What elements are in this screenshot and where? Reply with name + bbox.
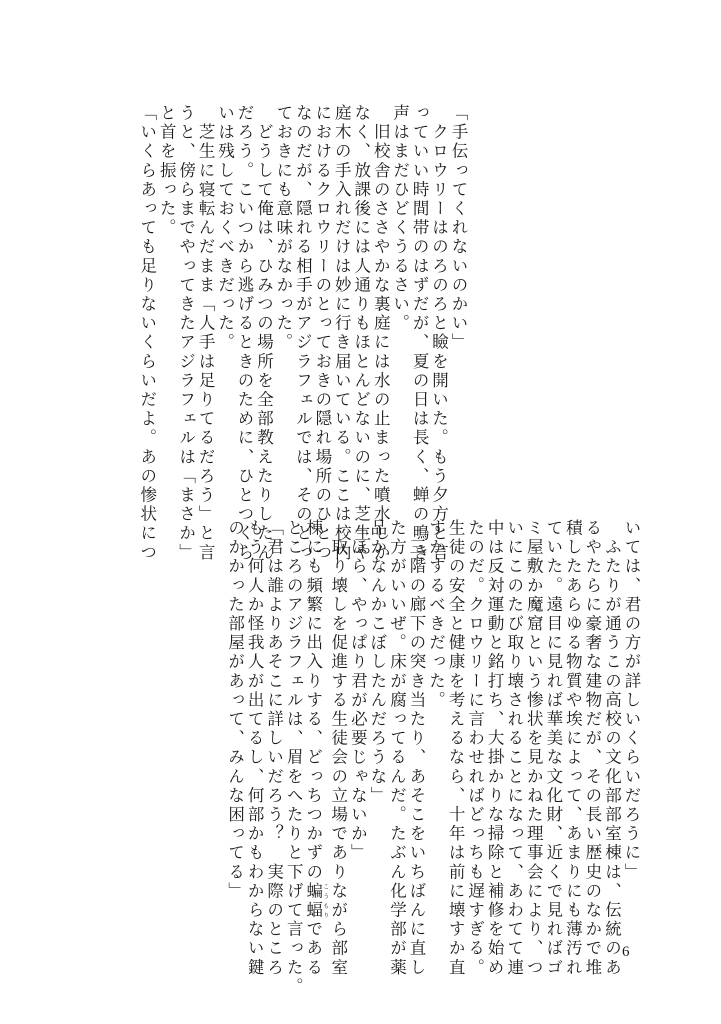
- text-column: と首を振った。: [157, 104, 177, 238]
- ruby-before: 棟にも頻繁に出入りする、どっちつかずの: [303, 519, 323, 882]
- text-column: におけるクロウリーのとっておきの隠れ場所のひとつ: [312, 104, 332, 563]
- text-column: 庭木の手入れだけは妙に行き届いている。ここは校内: [332, 104, 352, 563]
- text-column: 品かなんかこぼしたんだろうな」: [367, 519, 387, 806]
- text-column-with-ruby: [303, 519, 329, 978]
- page-number: 6: [622, 944, 630, 960]
- text-column: もう何人か怪我人が出てるし、何部かもわからない鍵: [245, 519, 265, 978]
- text-column: クロウリーはのろのろと瞼を開いた。もう夕方と言: [429, 104, 449, 563]
- text-column: 「三階の廊下の突き当たり、あそこをいちばんに直し: [406, 519, 426, 978]
- text-column: 中は反対運動と銘打ち、大掛かりな掃除と補修を始め: [485, 519, 505, 978]
- text-column: いにこのたび取り壊されることになって、あわてて連: [504, 519, 524, 978]
- ruby-after: である: [303, 920, 323, 978]
- text-column: なのだが、隠れる相手がアジラフェルでは、そのとっ: [293, 104, 313, 563]
- text-column: 積したあらゆる物質や埃によって、あまりにも薄汚れ: [563, 519, 583, 978]
- text-column: のかかった部屋があって、みんな困ってる」: [225, 519, 245, 901]
- text-column: 「ほら、やっぱり君が必要じゃないか」: [348, 519, 368, 863]
- text-column: た方がいいぜ。床が腐ってるんだ。たぶん化学部が薬: [387, 519, 407, 978]
- text-column: 「手伝ってくれないのかい」: [449, 104, 468, 353]
- ruby-annotation: [303, 881, 329, 921]
- ruby-base: 蝙蝠: [303, 881, 323, 921]
- text-column: だろう。こいつから逃げるときのために、ひとつくら: [235, 104, 255, 563]
- text-column: なく、放課後には人通りもほとんどないのに、芝生や: [351, 104, 371, 563]
- text-column: 声はまだひどくうるさい。: [390, 104, 410, 334]
- text-column: 旧校舎のささやかな裏庭には水の止まった噴水しか: [371, 104, 391, 563]
- text-column: ていた。遠目に見れば華美な文化財、近くで見ればゴ: [543, 519, 563, 978]
- text-column: どうして俺は、ひみつの場所を全部教えたりしたん: [254, 104, 274, 563]
- lower-text-block: [225, 519, 641, 997]
- text-column: 取り壊しを促進する生徒会の立場でありながら部室: [328, 519, 348, 978]
- text-column: たのだ。クロウリーに言わせればどっちも遅すぎる。: [465, 519, 485, 978]
- text-column: すかするべきだった。: [426, 519, 446, 710]
- text-column: 「いくらあっても足りないくらいだよ。あの惨状につ: [137, 104, 157, 563]
- text-column: 生徒の安全と健康を考えるなら、十年は前に壊すか直: [446, 519, 466, 978]
- text-column: るやたらに豪奢な建物だが、その長い歴史のなかで堆: [582, 519, 602, 978]
- text-column: っていい時間帯のはずだが、夏の日は長く、蝉の鳴き: [410, 104, 430, 563]
- ruby-reading: こうもり: [321, 881, 329, 921]
- text-column: いは残しておくべきだった。: [215, 104, 235, 353]
- text-column: 芝生に寝転んだまま「人手は足りてるだろう」と言: [196, 104, 216, 563]
- text-column: いては、君の方が詳しいくらいだろうに」: [622, 519, 641, 882]
- upper-text-block: [136, 104, 468, 563]
- text-column: 「君は誰よりあそこに詳しいだろう？ 実際のところ: [264, 519, 284, 978]
- text-column: ておきにも意味がなかった。: [273, 104, 293, 353]
- text-column: ところのアジラフェルは、眉をへたりと下げて言った。: [284, 519, 304, 997]
- text-column: うと、傍らまでやってきたアジラフェルは「まさか」: [176, 104, 196, 563]
- text-column: ミ屋敷か魔窟という惨状を見かねた理事会により、つ: [524, 519, 544, 978]
- text-column: ふたりが通うこの高校の文化部部室棟は、伝統のあ: [602, 519, 622, 978]
